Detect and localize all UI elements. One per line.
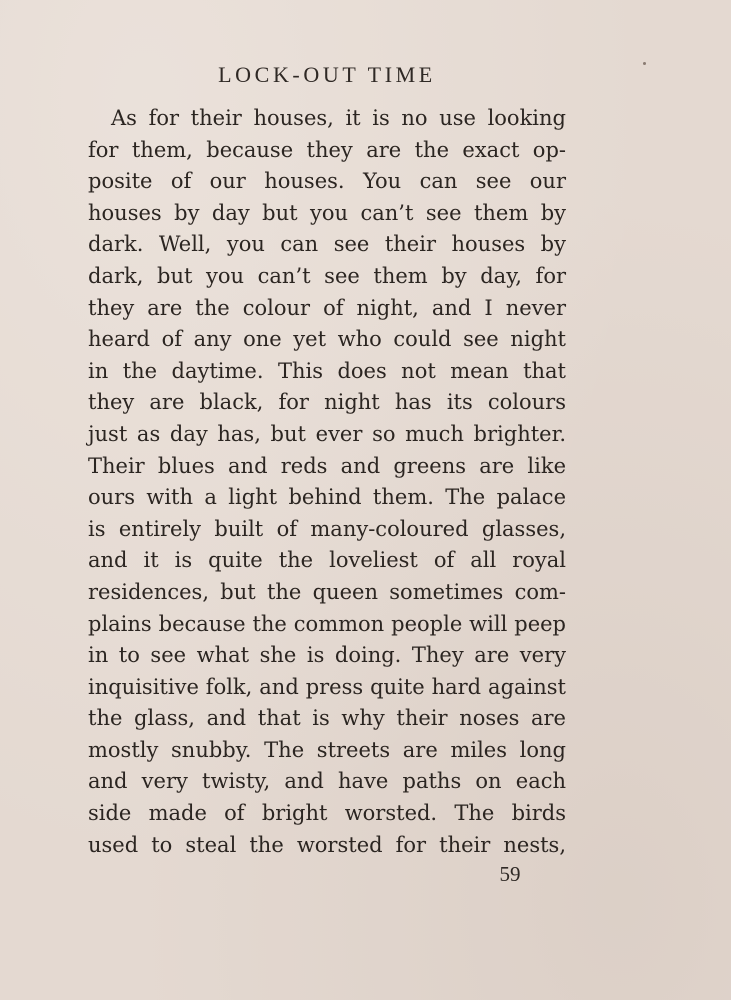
text-line: and it is quite the loveliest of all royal (88, 548, 566, 573)
text-line: side made of bright worsted. The birds (88, 801, 566, 826)
paper-speck (643, 62, 646, 65)
text-line: just as day has, but ever so much brighter. (88, 421, 566, 446)
text-line: for them, because they are the exact op- (88, 137, 566, 162)
text-line: and very twisty, and have paths on each (88, 769, 566, 794)
text-line: Their blues and reds and greens are like (88, 453, 566, 478)
text-line: used to steal the worsted for their nests, (88, 832, 566, 857)
body-text (88, 103, 566, 861)
text-line: in to see what she is doing. They are very (88, 643, 566, 668)
text-line: the glass, and that is why their noses are (88, 706, 566, 731)
text-line: mostly snubby. The streets are miles long (88, 737, 566, 762)
text-line: posite of our houses. You can see our (88, 169, 566, 194)
page-number: 59 (499, 862, 521, 886)
text-line: in the daytime. This does not mean that (88, 358, 566, 383)
text-line: is entirely built of many-coloured glasses, (88, 516, 566, 541)
text-line: heard of any one yet who could see night (88, 327, 566, 352)
text-line: plains because the common people will peep (88, 611, 566, 636)
running-head: LOCK-OUT TIME (218, 62, 436, 87)
text-line: dark. Well, you can see their houses by (88, 232, 566, 257)
text-line: houses by day but you can’t see them by (88, 200, 566, 225)
text-line: ours with a light behind them. The palace (88, 485, 566, 510)
text-line: dark, but you can’t see them by day, for (88, 263, 566, 288)
text-line: residences, but the queen sometimes com- (88, 579, 566, 604)
text-line: they are the colour of night, and I never (88, 295, 566, 320)
text-line: As for their houses, it is no use looking (111, 106, 566, 130)
text-line: they are black, for night has its colours (88, 390, 566, 415)
text-line: inquisitive folk, and press quite hard against (88, 674, 566, 699)
